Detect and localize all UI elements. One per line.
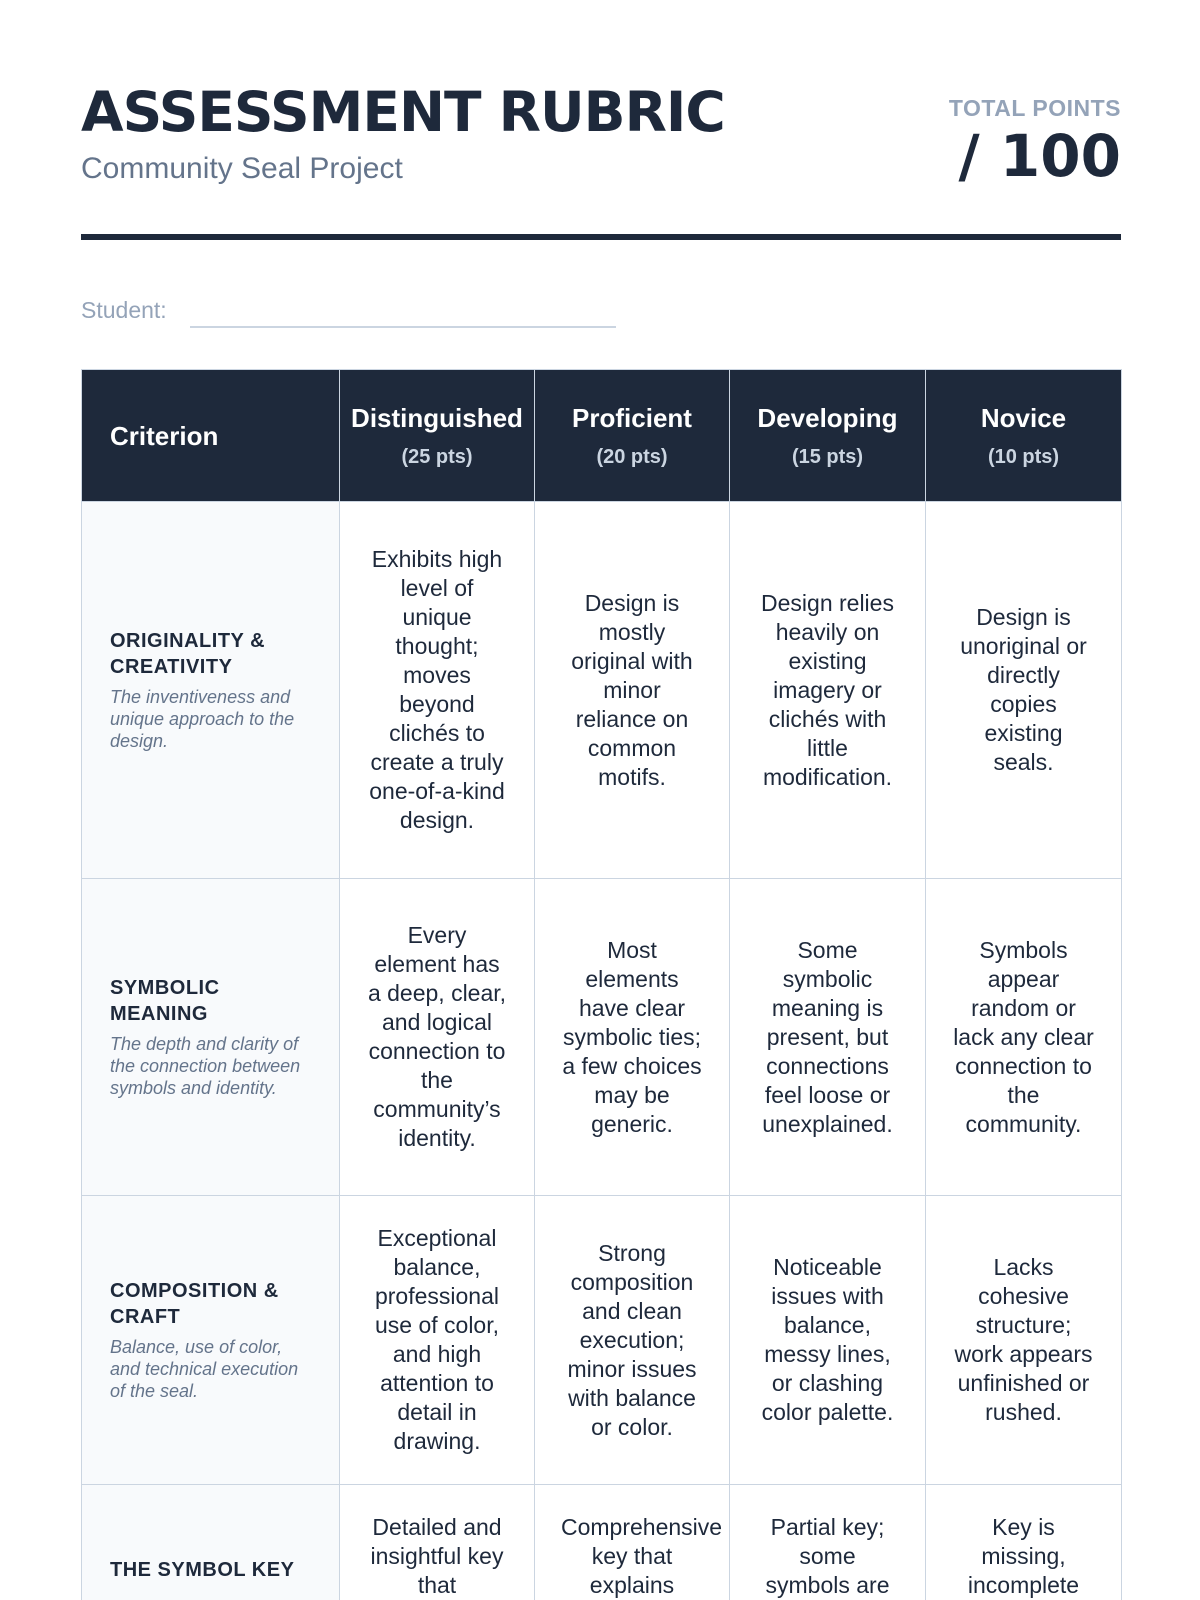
level-cell-novice: [926, 1196, 1122, 1485]
level-cell-distinguished: [340, 1196, 535, 1485]
level-description: Key is missing, incomplete: [967, 1514, 1080, 1598]
header: [81, 78, 1121, 238]
criterion-description: The inventiveness and unique approach to the design.: [110, 687, 295, 751]
column-header-points: (10 pts): [987, 445, 1060, 468]
level-description: Detailed and insightful key that: [370, 1514, 504, 1598]
page-subtitle: Community Seal Project: [81, 152, 403, 185]
level-description: Design relies heavily on existing imagery or clichés with little modification.: [761, 589, 894, 790]
level-description: Design is mostly original with minor reliance on common motifs.: [571, 589, 693, 790]
header-divider: [81, 234, 1121, 240]
total-points-label: TOTAL POINTS: [948, 95, 1121, 121]
level-cell-proficient: [535, 1485, 730, 1600]
level-description: Exhibits high level of unique thought; moves beyond clichés to create a truly one-of-a-kind design.: [369, 546, 505, 833]
criterion-name: ORIGINALITY & CREATIVITY: [110, 630, 266, 678]
column-header-label: Novice: [980, 402, 1067, 433]
column-header-points: (25 pts): [401, 445, 473, 468]
criterion-cell: [82, 502, 340, 879]
column-header-distinguished: [340, 370, 535, 502]
criterion-name: THE SYMBOL KEY: [110, 1559, 295, 1581]
total-points-value: / 100: [958, 122, 1121, 190]
criterion-name: COMPOSITION & CRAFT: [110, 1280, 279, 1328]
column-header-criterion: [82, 370, 340, 502]
criterion-description: The depth and clarity of the connection between symbols and identity.: [110, 1034, 301, 1098]
table-header-row: [82, 370, 1122, 502]
column-header-label: Proficient: [572, 402, 692, 433]
column-header-developing: [730, 370, 926, 502]
column-header-label: Developing: [757, 402, 898, 433]
column-header-novice: [926, 370, 1122, 502]
criterion-name: SYMBOLIC MEANING: [110, 977, 220, 1025]
level-cell-developing: [730, 1485, 926, 1600]
level-cell-distinguished: [340, 502, 535, 879]
column-header-points: (20 pts): [596, 445, 668, 468]
page-title: ASSESSMENT RUBRIC: [81, 80, 725, 144]
column-header-proficient: [535, 370, 730, 502]
level-cell-novice: [926, 879, 1122, 1196]
level-cell-developing: [730, 879, 926, 1196]
column-header-label: Distinguished: [351, 402, 523, 433]
rubric-table: [81, 369, 1122, 1600]
student-label: Student:: [81, 297, 167, 323]
table-row: [82, 1196, 1122, 1485]
level-cell-distinguished: [340, 1485, 535, 1600]
level-description: Strong composition and clean execution; minor issues with balance or color.: [567, 1239, 697, 1440]
criterion-description: Balance, use of color, and technical execution of the seal.: [110, 1337, 299, 1401]
level-description: Lacks cohesive structure; work appears unfinished or rushed.: [954, 1254, 1093, 1425]
level-cell-proficient: [535, 502, 730, 879]
level-description: Most elements have clear symbolic ties; a few choices may be generic.: [562, 936, 702, 1137]
level-cell-developing: [730, 502, 926, 879]
table-row: [82, 1485, 1122, 1600]
level-description: Symbols appear random or lack any clear connection to the community.: [953, 936, 1094, 1137]
level-cell-distinguished: [340, 879, 535, 1196]
level-description: Some symbolic meaning is present, but connections feel loose or unexplained.: [762, 936, 893, 1137]
level-cell-novice: [926, 1485, 1122, 1600]
table-row: [82, 879, 1122, 1196]
level-description: Every element has a deep, clear, and logical connection to the community’s identity.: [367, 922, 507, 1151]
level-cell-novice: [926, 502, 1122, 879]
level-description: Design is unoriginal or directly copies existing seals.: [960, 604, 1087, 775]
student-name-field[interactable]: [190, 326, 616, 328]
table-row: [82, 502, 1122, 879]
total-points: [949, 94, 1121, 188]
level-description: Partial key; some symbols are: [765, 1514, 890, 1598]
level-cell-proficient: [535, 879, 730, 1196]
column-header-points: (15 pts): [791, 445, 864, 468]
criterion-cell: [82, 879, 340, 1196]
column-header-label: Criterion: [110, 420, 219, 451]
level-description: Exceptional balance, professional use of color, and high attention to detail in drawing.: [374, 1225, 500, 1454]
criterion-cell: [82, 1196, 340, 1485]
level-description: Noticeable issues with balance, messy lines, or clashing color palette.: [761, 1254, 894, 1425]
level-cell-proficient: [535, 1196, 730, 1485]
level-cell-developing: [730, 1196, 926, 1485]
level-description: Comprehensive key that explains: [561, 1514, 723, 1598]
criterion-cell: [82, 1485, 340, 1600]
